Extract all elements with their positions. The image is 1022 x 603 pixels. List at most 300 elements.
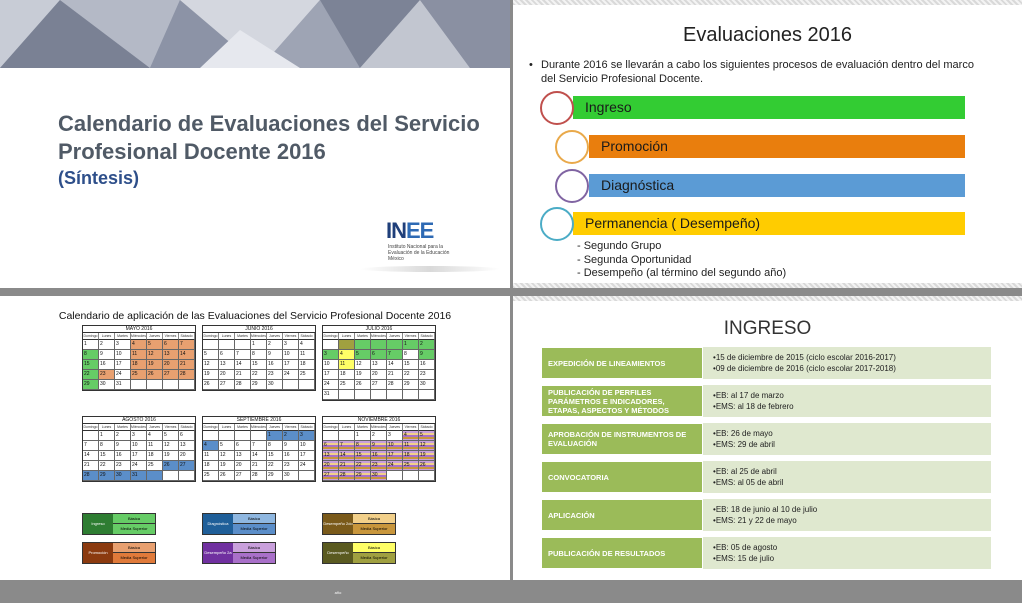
day-cell: 25: [299, 370, 315, 380]
legend-box: [202, 542, 276, 575]
day-cell: 28: [251, 471, 267, 481]
day-cell: 9: [419, 350, 435, 360]
row-value-item: • EMS: 15 de julio: [713, 553, 981, 564]
row-values: [703, 347, 991, 379]
day-cell: 4: [131, 340, 147, 350]
day-cell: 8: [403, 350, 419, 360]
decorative-triangle-band: [0, 0, 510, 68]
day-cell: 5: [219, 441, 235, 451]
day-cell: 8: [355, 441, 371, 451]
day-cell: 10: [299, 441, 315, 451]
day-cell: 30: [371, 471, 387, 481]
day-cell: [203, 431, 219, 441]
day-cell: 17: [387, 451, 403, 461]
day-cell: 2: [115, 431, 131, 441]
top-stripe: [513, 296, 1022, 301]
day-cell: 20: [323, 461, 339, 471]
day-cell: 21: [251, 461, 267, 471]
day-cell: 7: [387, 350, 403, 360]
day-cell: [419, 471, 435, 481]
presentation-subtitle: (Síntesis): [58, 168, 140, 188]
sublist-item: - Desempeño (al término del segundo año): [577, 267, 787, 279]
day-cell: 30: [99, 380, 115, 390]
day-cell: [147, 471, 163, 481]
day-cell: 29: [403, 380, 419, 390]
day-cell: 18: [147, 451, 163, 461]
day-cell: 1: [83, 340, 99, 350]
day-cell: 24: [299, 461, 315, 471]
logo-wordmark: INEE: [386, 218, 434, 243]
process-bar-ingreso: Ingreso: [573, 96, 965, 119]
legend-basica: Básica: [353, 514, 395, 524]
legend-media-superior: Media Superior: [353, 553, 395, 563]
day-cell: 25: [339, 380, 355, 390]
legend-media-superior: Media Superior: [353, 524, 395, 534]
row-values: [703, 423, 991, 455]
day-cell: 13: [179, 441, 195, 451]
day-cell: 7: [339, 441, 355, 451]
day-cell: 1: [99, 431, 115, 441]
legend-label: Ingreso: [83, 514, 113, 534]
day-cell: [131, 380, 147, 390]
day-cell: 4: [147, 431, 163, 441]
day-header: Domingo: [203, 425, 218, 429]
day-cell: 26: [219, 471, 235, 481]
month-name: MAYO 2016: [83, 326, 195, 333]
day-cell: [371, 340, 387, 350]
legend-box: [322, 542, 396, 595]
process-bar-diagnostica: Diagnóstica: [589, 174, 965, 197]
day-header: Sábado: [299, 424, 315, 431]
day-cell: 22: [83, 370, 99, 380]
bottom-stripe: [513, 283, 1022, 288]
day-cell: 11: [147, 441, 163, 451]
day-cell: 12: [419, 441, 435, 451]
day-cell: 12: [203, 360, 219, 370]
row-label: PUBLICACIÓN DE PERFILES PARÁMETROS E INDICADORES, ETAPAS, ASPECTOS Y MÉTODOS: [541, 385, 703, 417]
day-cell: 11: [339, 360, 355, 370]
day-cell: 8: [99, 441, 115, 451]
day-header: Lunes: [99, 333, 115, 340]
legend-label: Desempeño 2014-2015 2do año: [323, 543, 353, 563]
row-label: CONVOCATORIA: [541, 461, 703, 493]
day-cell: 6: [235, 441, 251, 451]
day-cell: 14: [235, 360, 251, 370]
day-cell: 16: [283, 451, 299, 461]
day-header: Miércoles: [131, 334, 146, 338]
legend-label: Diagnóstica: [203, 514, 233, 534]
day-cell: 16: [371, 451, 387, 461]
day-cell: 21: [235, 370, 251, 380]
day-cell: 23: [267, 370, 283, 380]
legend-box: [82, 513, 156, 535]
day-cell: 5: [203, 350, 219, 360]
row-value-item: • EB: 18 de junio al 10 de julio: [713, 504, 981, 515]
day-cell: 23: [419, 370, 435, 380]
day-cell: 7: [83, 441, 99, 451]
day-cell: 30: [419, 380, 435, 390]
row-value-item: • EB: 26 de mayo: [713, 428, 981, 439]
month-calendar: [82, 325, 196, 391]
day-cell: 4: [403, 431, 419, 441]
month-calendar: [322, 325, 436, 401]
day-cell: 16: [115, 451, 131, 461]
table-row: [541, 537, 991, 569]
top-stripe: [513, 0, 1022, 5]
logo-institution-text: Instituto Nacional para la Evaluación de la Educación México: [388, 244, 450, 262]
day-cell: [235, 431, 251, 441]
day-cell: 6: [371, 350, 387, 360]
day-cell: 15: [83, 360, 99, 370]
day-cell: 2: [99, 340, 115, 350]
day-cell: [179, 380, 195, 390]
day-cell: 11: [203, 451, 219, 461]
day-cell: 30: [267, 380, 283, 390]
day-cell: [387, 471, 403, 481]
legend-basica: Básica: [113, 543, 155, 553]
day-cell: 17: [283, 360, 299, 370]
day-cell: 6: [179, 431, 195, 441]
row-value-item: • EMS: al 05 de abril: [713, 477, 981, 488]
day-cell: [283, 380, 299, 390]
day-cell: 8: [251, 350, 267, 360]
day-cell: 1: [355, 431, 371, 441]
legend-box: [202, 513, 276, 535]
slide-heading: INGRESO: [723, 318, 812, 339]
day-cell: 17: [115, 360, 131, 370]
day-header: Viernes: [163, 424, 179, 431]
intro-bullet: • Durante 2016 se llevarán a cabo los siguientes procesos de evaluación dentro del marco del Servicio Profesional Docente.: [529, 59, 974, 85]
inee-logo: [382, 218, 492, 268]
day-cell: 27: [323, 471, 339, 481]
day-cell: 7: [235, 350, 251, 360]
day-cell: 29: [251, 380, 267, 390]
month-calendar: [202, 325, 316, 391]
day-header: Domingo: [323, 425, 338, 429]
day-cell: 19: [163, 451, 179, 461]
day-cell: [251, 431, 267, 441]
process-bar-promocion: Promoción: [589, 135, 965, 158]
day-cell: 18: [403, 451, 419, 461]
day-cell: 22: [251, 370, 267, 380]
day-header: Lunes: [219, 424, 235, 431]
month-calendar: [82, 416, 196, 482]
day-cell: 22: [267, 461, 283, 471]
day-cell: 18: [299, 360, 315, 370]
day-header: Lunes: [99, 424, 115, 431]
row-value-item: • EB: al 25 de abril: [713, 466, 981, 477]
day-cell: 28: [179, 370, 195, 380]
day-cell: 19: [219, 461, 235, 471]
day-cell: 2: [267, 340, 283, 350]
day-cell: 12: [163, 441, 179, 451]
day-cell: 1: [251, 340, 267, 350]
day-cell: 10: [387, 441, 403, 451]
day-header: Viernes: [283, 424, 299, 431]
day-cell: 19: [147, 360, 163, 370]
slide-calendario[interactable]: [0, 296, 510, 595]
day-cell: 25: [203, 471, 219, 481]
row-label: APLICACIÓN: [541, 499, 703, 531]
day-cell: 9: [99, 350, 115, 360]
legend-label: Desempeño 2a oportunidad: [203, 543, 233, 563]
day-header: Martes: [235, 333, 251, 340]
day-cell: [387, 390, 403, 400]
day-cell: 21: [179, 360, 195, 370]
legend-box: [82, 542, 156, 564]
day-cell: 27: [371, 380, 387, 390]
day-cell: 25: [147, 461, 163, 471]
day-cell: 22: [403, 370, 419, 380]
day-cell: 15: [99, 451, 115, 461]
day-cell: 17: [131, 451, 147, 461]
day-cell: 10: [131, 441, 147, 451]
day-cell: 28: [235, 380, 251, 390]
slide-heading: Evaluaciones 2016: [682, 24, 852, 46]
day-header: Miércoles: [131, 425, 146, 429]
day-cell: 14: [387, 360, 403, 370]
day-cell: 5: [355, 350, 371, 360]
day-cell: [419, 390, 435, 400]
day-cell: 26: [355, 380, 371, 390]
day-cell: [219, 431, 235, 441]
slide-title[interactable]: [0, 0, 510, 288]
legend-basica: Básica: [233, 514, 275, 524]
table-row: [541, 347, 991, 379]
day-cell: 26: [147, 370, 163, 380]
day-header: Jueves: [267, 424, 283, 431]
table-row: [541, 499, 991, 531]
day-cell: 22: [355, 461, 371, 471]
row-label: PUBLICACIÓN DE RESULTADOS: [541, 537, 703, 569]
day-cell: [235, 340, 251, 350]
day-header: Sábado: [179, 333, 195, 340]
day-cell: 12: [147, 350, 163, 360]
day-header: Jueves: [387, 333, 403, 340]
day-cell: 14: [83, 451, 99, 461]
day-cell: 30: [283, 471, 299, 481]
row-value-item: • EMS: al 18 de febrero: [713, 401, 981, 412]
day-header: Sábado: [179, 424, 195, 431]
presentation-title: Calendario de Evaluaciones del Servicio Profesional Docente 2016: [58, 111, 480, 164]
day-header: Domingo: [83, 425, 98, 429]
sublist-item: - Segundo Grupo: [577, 240, 662, 252]
day-cell: 24: [115, 370, 131, 380]
day-cell: 9: [283, 441, 299, 451]
day-header: Martes: [235, 424, 251, 431]
day-header: Lunes: [339, 333, 355, 340]
day-cell: 12: [219, 451, 235, 461]
calendar-title: Calendario de aplicación de las Evaluaciones del Servicio Profesional Docente 2016: [58, 310, 452, 322]
legend-basica: Básica: [353, 543, 395, 553]
day-cell: 23: [283, 461, 299, 471]
day-cell: [83, 431, 99, 441]
day-header: Viernes: [283, 333, 299, 340]
day-cell: 16: [267, 360, 283, 370]
day-header: Viernes: [403, 333, 419, 340]
day-cell: 27: [235, 471, 251, 481]
day-header: Jueves: [147, 333, 163, 340]
day-header: Viernes: [403, 424, 419, 431]
day-cell: 12: [355, 360, 371, 370]
day-header: Miércoles: [371, 334, 386, 338]
day-header: Lunes: [339, 424, 355, 431]
day-cell: 11: [131, 350, 147, 360]
day-cell: 15: [355, 451, 371, 461]
day-cell: 19: [419, 451, 435, 461]
month-name: JUNIO 2016: [203, 326, 315, 333]
day-cell: 31: [131, 471, 147, 481]
day-cell: 20: [219, 370, 235, 380]
day-cell: 27: [163, 370, 179, 380]
day-cell: 8: [83, 350, 99, 360]
day-header: Domingo: [323, 334, 338, 338]
day-header: Domingo: [203, 334, 218, 338]
day-cell: 6: [219, 350, 235, 360]
row-value-item: • EB: 05 de agosto: [713, 542, 981, 553]
day-cell: 18: [131, 360, 147, 370]
day-cell: 5: [163, 431, 179, 441]
month-name: SEPTIEMBRE 2016: [203, 417, 315, 424]
day-cell: 27: [219, 380, 235, 390]
month-name: AGOSTO 2016: [83, 417, 195, 424]
row-value-item: • 09 de diciembre de 2016 (ciclo escolar 2017-2018): [713, 363, 981, 374]
day-cell: 3: [283, 340, 299, 350]
row-values: [703, 499, 991, 531]
day-cell: [323, 431, 339, 441]
day-cell: 30: [115, 471, 131, 481]
day-cell: 3: [131, 431, 147, 441]
legend-media-superior: Media Superior: [233, 553, 275, 563]
row-value-item: • EB: al 17 de marzo: [713, 390, 981, 401]
day-cell: 26: [163, 461, 179, 471]
month-calendar: [202, 416, 316, 482]
day-header: Jueves: [267, 333, 283, 340]
day-header: Miércoles: [251, 334, 266, 338]
day-cell: 9: [371, 441, 387, 451]
day-cell: 16: [99, 360, 115, 370]
day-header: Sábado: [419, 424, 435, 431]
sublist-item: - Segunda Oportunidad: [577, 253, 692, 266]
day-header: Martes: [355, 424, 371, 431]
day-cell: 2: [419, 340, 435, 350]
legend-media-superior: Media Superior: [113, 553, 155, 563]
day-cell: 20: [163, 360, 179, 370]
table-row: [541, 461, 991, 493]
day-header: Martes: [355, 333, 371, 340]
day-cell: 20: [179, 451, 195, 461]
logo-shadow: [360, 266, 500, 272]
day-cell: 4: [299, 340, 315, 350]
day-cell: 2: [283, 431, 299, 441]
day-cell: 19: [355, 370, 371, 380]
day-cell: [299, 471, 315, 481]
day-cell: 21: [83, 461, 99, 471]
day-cell: 31: [115, 380, 131, 390]
day-cell: 3: [323, 350, 339, 360]
day-cell: 3: [115, 340, 131, 350]
day-cell: 10: [115, 350, 131, 360]
day-cell: 28: [387, 380, 403, 390]
day-cell: 4: [203, 441, 219, 451]
day-cell: 29: [99, 471, 115, 481]
day-cell: 5: [419, 431, 435, 441]
day-cell: [219, 340, 235, 350]
day-cell: [403, 390, 419, 400]
table-row: [541, 385, 991, 417]
slide-evaluaciones[interactable]: [513, 0, 1022, 288]
day-cell: 21: [339, 461, 355, 471]
day-cell: [355, 390, 371, 400]
day-cell: 9: [267, 350, 283, 360]
row-value-item: • EMS: 29 de abril: [713, 439, 981, 450]
day-cell: [147, 380, 163, 390]
day-header: Martes: [115, 424, 131, 431]
day-cell: 28: [339, 471, 355, 481]
day-cell: [179, 471, 195, 481]
legend-basica: Básica: [113, 514, 155, 524]
slide-ingreso[interactable]: [513, 296, 1022, 580]
table-row: [541, 423, 991, 455]
day-cell: 8: [267, 441, 283, 451]
day-cell: 23: [115, 461, 131, 471]
day-header: Jueves: [387, 424, 403, 431]
day-cell: 26: [419, 461, 435, 471]
day-cell: [371, 390, 387, 400]
day-cell: 21: [387, 370, 403, 380]
row-values: [703, 385, 991, 417]
month-calendar: [322, 416, 436, 482]
day-cell: [355, 340, 371, 350]
day-cell: 25: [131, 370, 147, 380]
day-cell: 11: [299, 350, 315, 360]
day-cell: 29: [83, 380, 99, 390]
day-cell: 23: [371, 461, 387, 471]
day-cell: 23: [99, 370, 115, 380]
legend-box: [322, 513, 396, 535]
process-bar-permanencia: Permanencia ( Desempeño): [573, 212, 965, 235]
day-header: Lunes: [219, 333, 235, 340]
day-cell: 27: [179, 461, 195, 471]
day-cell: 10: [283, 350, 299, 360]
day-header: Miércoles: [371, 425, 386, 429]
day-cell: [163, 471, 179, 481]
day-cell: [339, 340, 355, 350]
row-values: [703, 461, 991, 493]
day-cell: 1: [403, 340, 419, 350]
day-cell: 15: [251, 360, 267, 370]
day-cell: 1: [267, 431, 283, 441]
legend-label: Promoción: [83, 543, 113, 563]
day-cell: 13: [235, 451, 251, 461]
day-cell: 20: [371, 370, 387, 380]
day-cell: 17: [323, 370, 339, 380]
row-value-item: • 15 de diciembre de 2015 (ciclo escolar 2016-2017): [713, 352, 981, 363]
day-cell: [339, 431, 355, 441]
day-cell: 28: [83, 471, 99, 481]
day-cell: 13: [323, 451, 339, 461]
day-cell: 3: [299, 431, 315, 441]
day-cell: 14: [339, 451, 355, 461]
row-values: [703, 537, 991, 569]
day-header: Domingo: [83, 334, 98, 338]
day-header: Sábado: [419, 333, 435, 340]
day-header: Viernes: [163, 333, 179, 340]
day-cell: 29: [355, 471, 371, 481]
row-label: APROBACIÓN DE INSTRUMENTOS DE EVALUACIÓN: [541, 423, 703, 455]
day-header: Miércoles: [251, 425, 266, 429]
day-cell: [387, 340, 403, 350]
